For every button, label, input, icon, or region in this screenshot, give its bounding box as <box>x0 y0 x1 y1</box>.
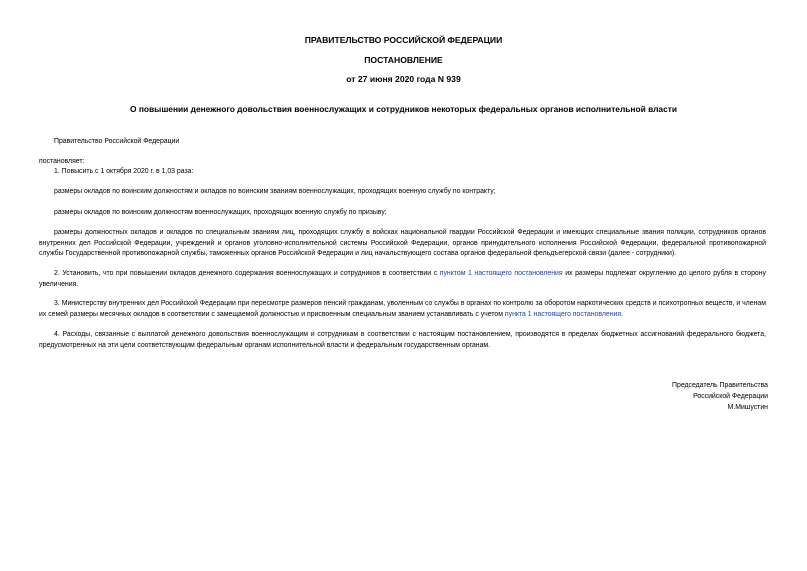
paragraph-1b: размеры окладов по воинским должностям военнослужащих, проходящих военную службу по призыву; <box>54 209 387 216</box>
preamble-issuer: Правительство Российской Федерации <box>54 138 180 145</box>
paragraph-3 <box>39 299 766 320</box>
paragraph-1a: размеры окладов по воинским должностям и окладов по воинским званиям военнослужащих, проходящих военную службу по контракту; <box>54 188 496 195</box>
paragraph-4: 4. Расходы, связанные с выплатой денежного довольствия военнослужащим и сотрудникам в соответствии с настоящим постановлением, производятся в пределах бюджетных ассигнований федерального бюджета, предусмотренных на эти цели соответствующим федеральным органам исполнительной власти и федеральным государственным органам. <box>39 331 766 349</box>
paragraph-2-text-after: их размеры подлежат округлению до целого рубля в сторону увеличения. <box>39 270 766 288</box>
signature-name: М.Мишустин <box>727 403 768 411</box>
paragraph-2-text-before: 2. Установить, что при повышении окладов денежного содержания военнослужащих и сотрудников в соответствии с <box>54 270 440 277</box>
paragraph-1: 1. Повысить с 1 октября 2020 г. в 1,03 раза: <box>54 168 194 175</box>
preamble-decides: постановляет: <box>39 158 85 165</box>
document-type: ПОСТАНОВЛЕНИЕ <box>364 55 443 65</box>
signature-position-line1: Председатель Правительства <box>672 382 768 389</box>
signature-block <box>672 381 768 413</box>
signature-position-line2: Российской Федерации <box>693 392 768 400</box>
paragraph-3-text-after: . <box>621 310 624 318</box>
document-date-number: от 27 июня 2020 года N 939 <box>346 74 461 84</box>
government-name: ПРАВИТЕЛЬСТВО РОССИЙСКОЙ ФЕДЕРАЦИИ <box>304 35 503 45</box>
link-paragraph-1[interactable]: пункта 1 настоящего постановления <box>504 310 622 318</box>
paragraph-1c: размеры должностных окладов и окладов по специальным званиям лиц, проходящих службу в войсках национальной гвардии Российской Федерации и имеющих специальные звания полиции, сотрудников органов внутренних дел Российской Федерации, учреждений и органов уголовно-исполнительной системы Российской Федерации, органов принудительного исполнения Российской Федерации, федеральной противопожарной службы Государственной противопожарной службы, таможенных органов Российской Федерации и лиц начальствующего состава органов федеральной фельдъегерской связи (далее - сотрудники). <box>39 229 766 258</box>
paragraph-3-text-before: 3. Министерству внутренних дел Российской Федерации при пересмотре размеров пенсий гражданам, уволенным со службы в органах по контролю за оборотом наркотических средств и психотропных веществ, и членам их семей размеры месячных окладов в соответствии с замещаемой должностью и присвоенным специальным званием устанавливать с учетом <box>39 300 766 318</box>
paragraph-2 <box>39 269 766 290</box>
link-paragraph-1[interactable]: пунктом 1 настоящего постановления <box>439 270 563 277</box>
document-title: О повышении денежного довольствия военнослужащих и сотрудников некоторых федеральных органов исполнительной власти <box>130 104 677 114</box>
